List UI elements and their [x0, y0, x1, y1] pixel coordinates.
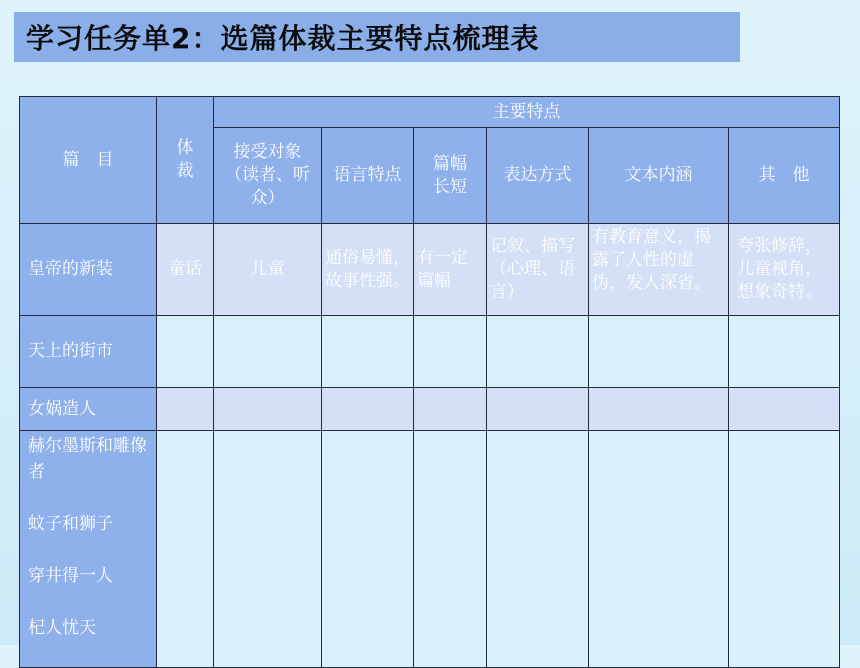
table-row	[20, 431, 840, 668]
title-bar	[14, 12, 740, 62]
header-connotation: 文本内涵	[589, 128, 729, 224]
row-title: 天上的街市	[20, 316, 157, 388]
cell-expression: 记叙、描写（心理、语言）	[487, 224, 589, 316]
row-title: 杞人忧天	[28, 618, 96, 638]
header-main-features: 主要特点	[214, 97, 840, 128]
table-row	[20, 224, 840, 316]
header-title: 篇 目	[20, 97, 157, 224]
row-title: 穿井得一人	[28, 566, 113, 586]
table-row	[20, 388, 840, 431]
row-title: 赫尔墨斯和雕像者	[28, 436, 147, 482]
header-language: 语言特点	[322, 128, 414, 224]
table-row	[20, 316, 840, 388]
header-audience: 接受对象（读者、听众）	[214, 128, 322, 224]
cell-language: 通俗易懂，故事性强。	[322, 224, 414, 316]
header-genre: 体裁	[157, 97, 214, 224]
cell-connotation: 有教育意义，揭露了人性的虚伪，发人深省。	[589, 224, 729, 316]
header-other: 其 他	[729, 128, 840, 224]
row-title: 皇帝的新装	[20, 224, 157, 316]
row-title: 蚊子和狮子	[28, 514, 113, 534]
header-expression: 表达方式	[487, 128, 589, 224]
cell-other: 夸张修辞，儿童视角，想象奇特。	[729, 224, 840, 316]
feature-table	[19, 96, 840, 668]
cell-length: 有一定篇幅	[414, 224, 487, 316]
page-title: 学习任务单2：选篇体裁主要特点梳理表	[26, 22, 540, 55]
row-title: 女娲造人	[20, 388, 157, 431]
cell-audience: 儿童	[214, 224, 322, 316]
cell-genre: 童话	[157, 224, 214, 316]
header-length: 篇幅长短	[414, 128, 487, 224]
row-titles-group	[20, 431, 157, 668]
